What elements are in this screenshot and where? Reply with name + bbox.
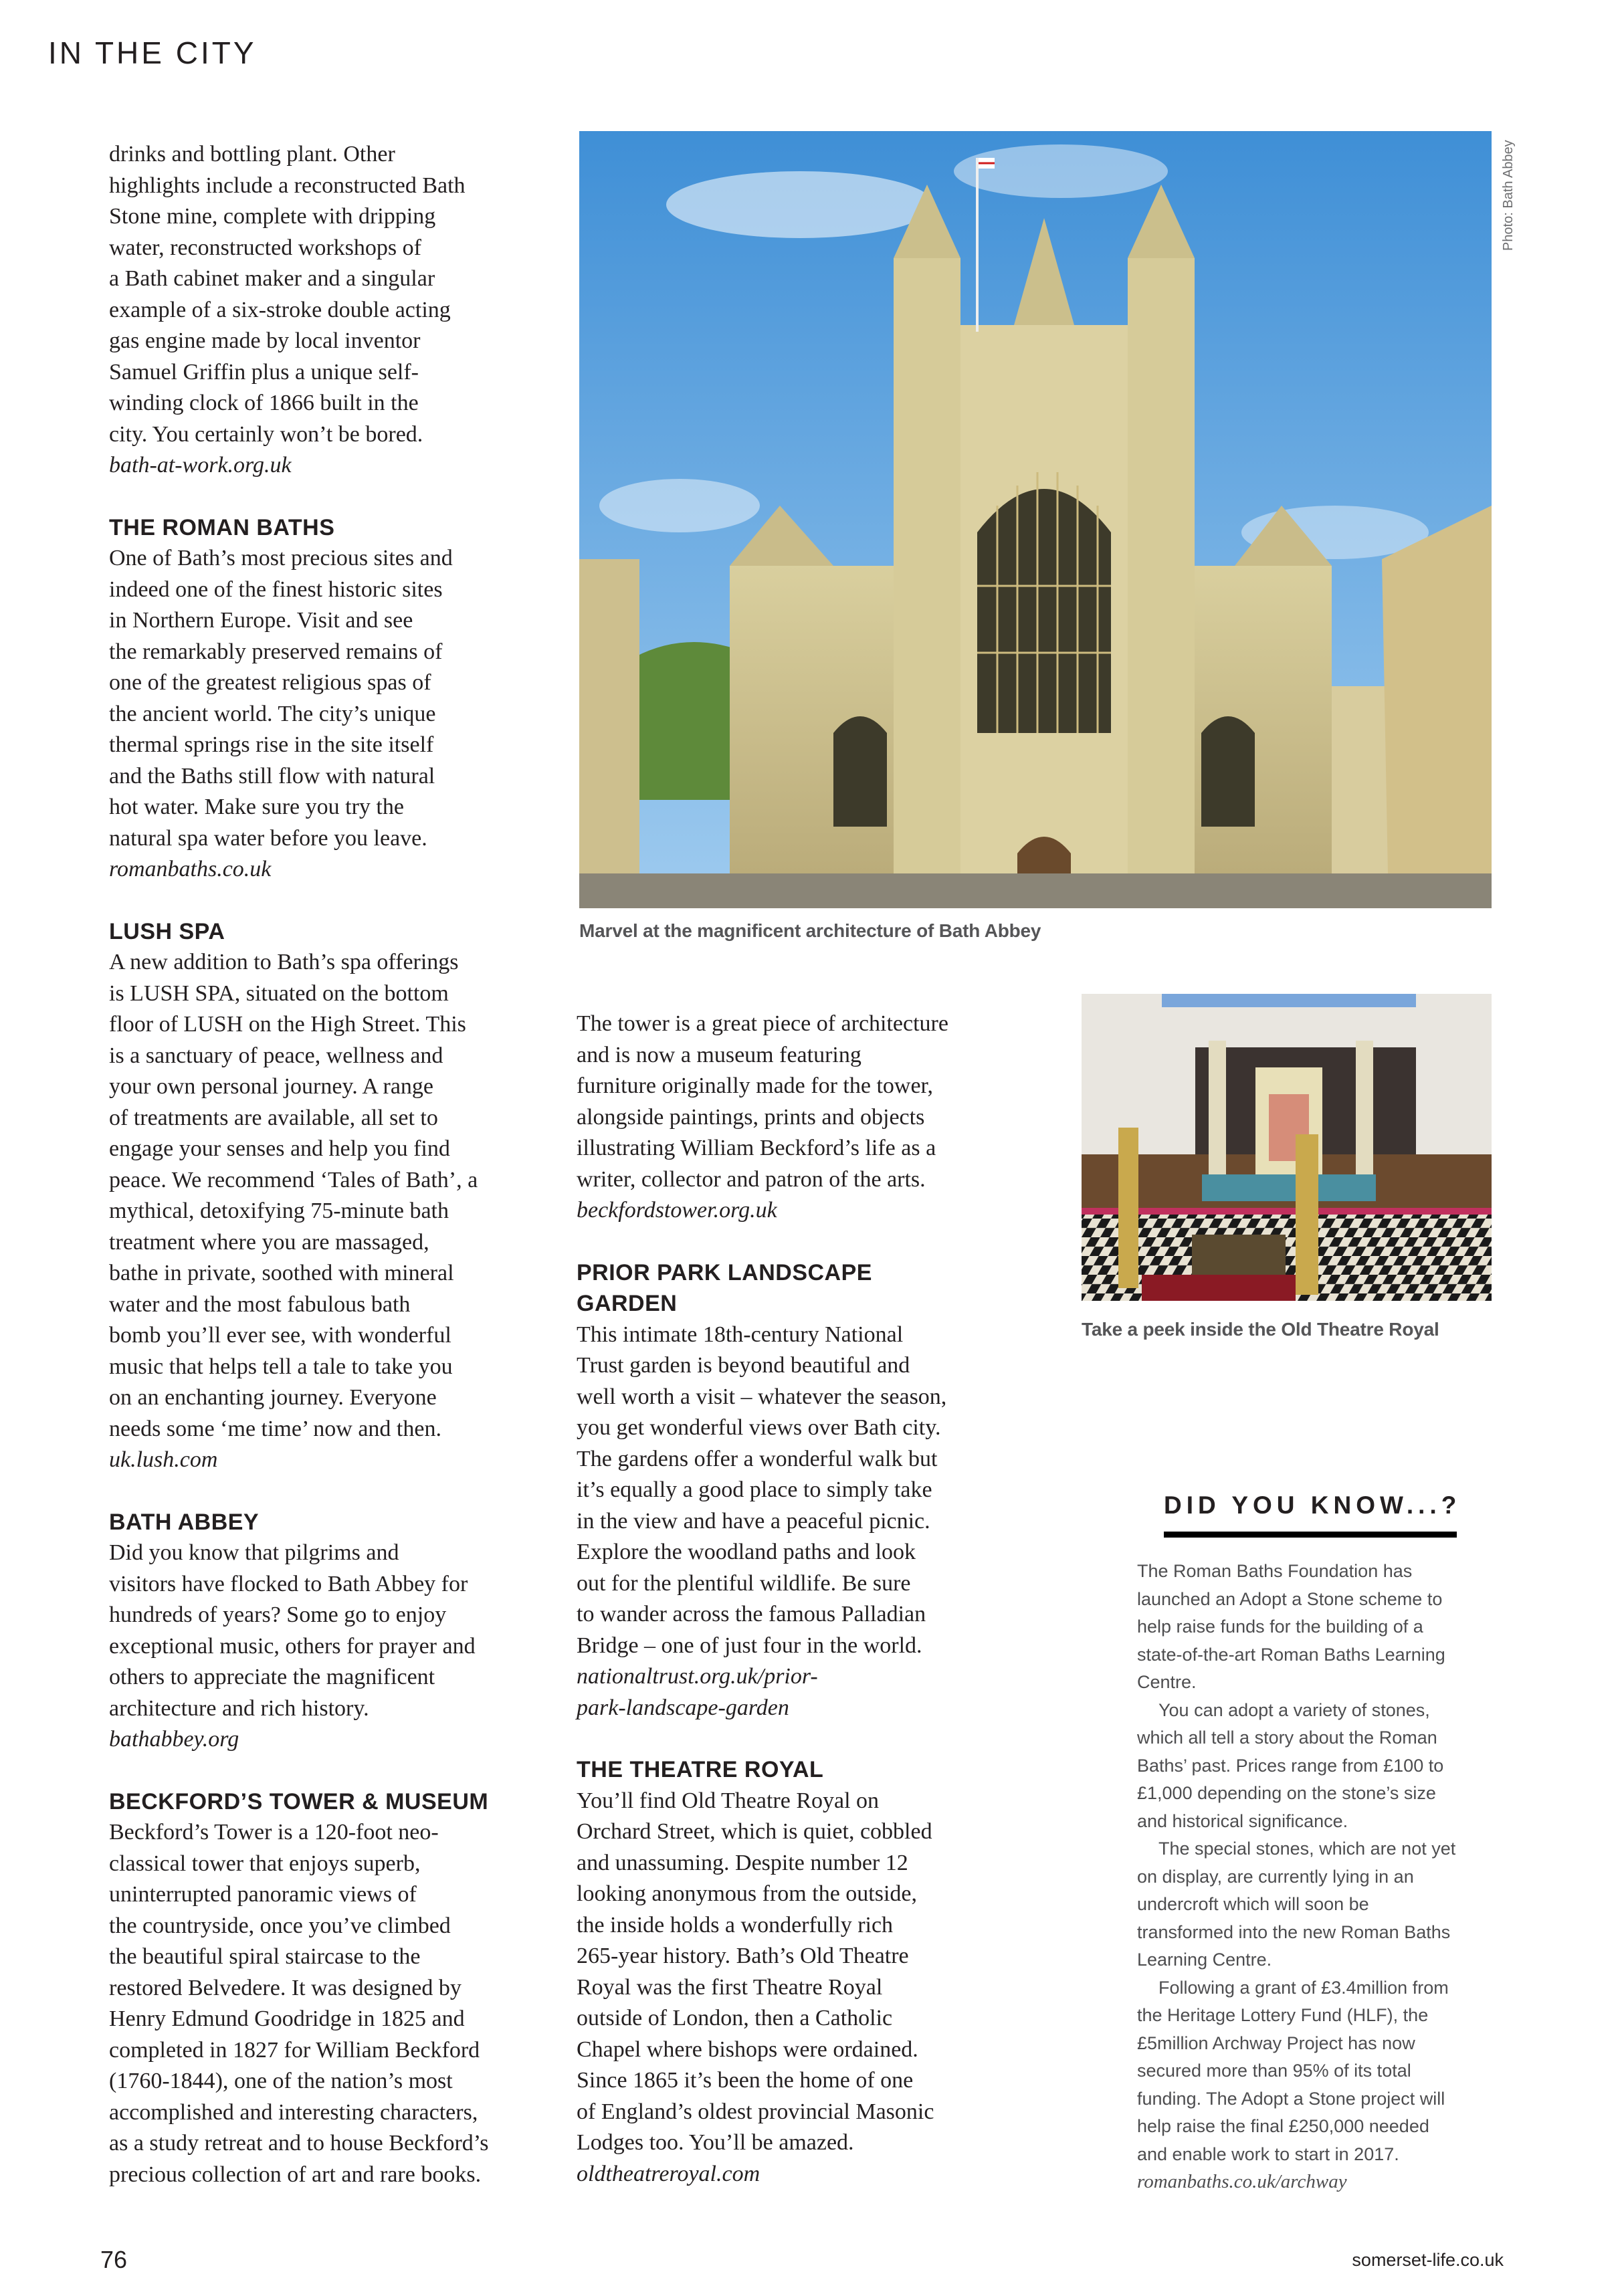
link-bathabbey[interactable]: bathabbey.org: [109, 1727, 239, 1752]
column-1: [109, 139, 564, 2190]
section-label: IN THE CITY: [48, 35, 257, 70]
section-body: One of Bath’s most precious sites and indeed one of the finest historic sites in Northern Europe. Visit and see the remarkably preserved remains of one of the greatest religious spas of the ancient world. The city’s unique thermal springs rise in the site itself and the Baths still flow with natural hot water. Make sure you try the natural spa water before you leave.: [109, 546, 453, 851]
section-heading: THE ROMAN BATHS: [109, 514, 335, 540]
beckford-continued: [577, 1009, 1045, 1227]
link-nationaltrust[interactable]: nationaltrust.org.uk/prior- park-landscape-garden: [577, 1664, 818, 1720]
section-body: A new addition to Bath’s spa offerings is LUSH SPA, situated on the bottom floor of LUSH on the High Street. This is a sanctuary of peace, wellness and your own personal journey. A range of treatments are available, all set to engage your senses and help you find peace. We recommend ‘Tales of Bath’, a mythical, detoxifying 75-minute bath treatment where you are massaged, bathe in private, soothed with mineral water and the most fabulous bath bomb you’ll ever see, with wonderful music that helps tell a tale to take you on an enchanting journey. Everyone needs some ‘me time’ now and then.: [109, 950, 478, 1441]
section-theatre-royal: [577, 1754, 1045, 2190]
page-number: 76: [100, 2246, 128, 2273]
section-body: This intimate 18th-century National Trust garden is beyond beautiful and well worth a visit – whatever the season, you get wonderful views over Bath city. The gardens offer a wonderful walk but it’s equally a good place to simply take in the view and have a peaceful picnic. Explore the woodland paths and look out for the plentiful wildlife. Be sure to wander across the famous Palladian Bridge – one of just four in the world.: [577, 1322, 947, 1658]
intro-block: [109, 139, 564, 482]
title-underline: [1164, 1532, 1457, 1538]
intro-text: drinks and bottling plant. Other highlights include a reconstructed Bath Stone mine, complete with dripping water, reconstructed workshops of a Bath cabinet maker and a singular example of a six-stroke double acting gas engine made by local inventor Samuel Griffin plus a unique self- winding clock of 1866 built in the city. You certainly won’t be bored.: [109, 142, 466, 447]
section-body: Beckford’s Tower is a 120-foot neo- classical tower that enjoys superb, uninterrupted panoramic views of the countryside, once you’ve climbed the beautiful spiral staircase to the restored Belvedere. It was designed by Henry Edmund Goodridge in 1825 and completed in 1827 for William Beckford (1760-1844), one of the nation’s most accomplished and interesting characters, as a study retreat and to house Beckford’s precious collection of art and rare books.: [109, 1820, 489, 2187]
section-lush-spa: [109, 916, 564, 1476]
link-beckfordstower[interactable]: beckfordstower.org.uk: [577, 1198, 777, 1223]
section-heading: BECKFORD’S TOWER & MUSEUM: [109, 1788, 489, 1814]
section-heading: PRIOR PARK LANDSCAPE GARDEN: [577, 1259, 872, 1316]
link-romanbaths-archway[interactable]: romanbaths.co.uk/archway: [1137, 2171, 1347, 2192]
section-heading: LUSH SPA: [109, 918, 225, 944]
did-you-know-title: DID YOU KNOW...?: [1164, 1491, 1461, 1519]
section-heading: THE THEATRE ROYAL: [577, 1757, 824, 1782]
section-bath-abbey: [109, 1507, 564, 1756]
photo-credit: Photo: Bath Abbey: [1501, 140, 1516, 251]
section-body: The tower is a great piece of architecture and is now a museum featuring furniture originally made for the tower, alongside paintings, prints and objects illustrating William Beckford’s life as a writer, collector and patron of the arts.: [577, 1011, 948, 1192]
bath-abbey-illustration: [579, 131, 1492, 908]
bath-abbey-photo: [579, 131, 1492, 908]
section-prior-park: [577, 1257, 1045, 1724]
column-2: [577, 1009, 1045, 2190]
link-bath-at-work[interactable]: bath-at-work.org.uk: [109, 453, 292, 478]
link-lush[interactable]: uk.lush.com: [109, 1447, 218, 1472]
site-url[interactable]: somerset-life.co.uk: [1352, 2250, 1504, 2270]
section-heading: BATH ABBEY: [109, 1509, 260, 1535]
link-romanbaths[interactable]: romanbaths.co.uk: [109, 857, 272, 881]
section-beckfords-tower: [109, 1786, 564, 2191]
did-you-know-body: The Roman Baths Foundation has launched an Adopt a Stone scheme to help raise funds for the building of a state-of-the-art Roman Baths Learning Centre. You can adopt a variety of stones, which all tell a story about the Roman Baths’ past. Prices range from £100 to £1,000 depending on the stone’s size and historical significance. The special stones, which are not yet on display, are currently lying in an undercroft which will soon be transformed into the new Roman Baths Learning Centre. Following a grant of £3.4million from the Heritage Lottery Fund (HLF), the £5million Archway Project has now secured more than 95% of its total funding. The Adopt a Stone project will help raise the final £250,000 needed and enable work to start in 2017. romanbaths.co.uk/archway: [1137, 1561, 1456, 2192]
section-body: Did you know that pilgrims and visitors have flocked to Bath Abbey for hundreds of years? Some go to enjoy exceptional music, others for prayer and others to appreciate the magnificent architecture and rich history.: [109, 1540, 476, 1721]
link-oldtheatreroyal[interactable]: oldtheatreroyal.com: [577, 2161, 760, 2186]
section-body: You’ll find Old Theatre Royal on Orchard Street, which is quiet, cobbled and unassuming. Despite number 12 looking anonymous from the outside, the inside holds a wonderfully rich 265-year history. Bath’s Old Theatre Royal was the first Theatre Royal outside of London, then a Catholic Chapel where bishops were ordained. Since 1865 it’s been the home of one of England’s oldest provincial Masonic Lodges too. You’ll be amazed.: [577, 1788, 934, 2155]
section-roman-baths: [109, 512, 564, 885]
bath-abbey-caption: Marvel at the magnificent architecture of Bath Abbey: [579, 920, 1041, 941]
theatre-royal-caption: Take a peek inside the Old Theatre Royal: [1082, 1319, 1439, 1340]
theatre-royal-photo: [1082, 994, 1492, 1301]
did-you-know-box: [1137, 1491, 1485, 2196]
theatre-royal-illustration: [1082, 994, 1492, 1301]
